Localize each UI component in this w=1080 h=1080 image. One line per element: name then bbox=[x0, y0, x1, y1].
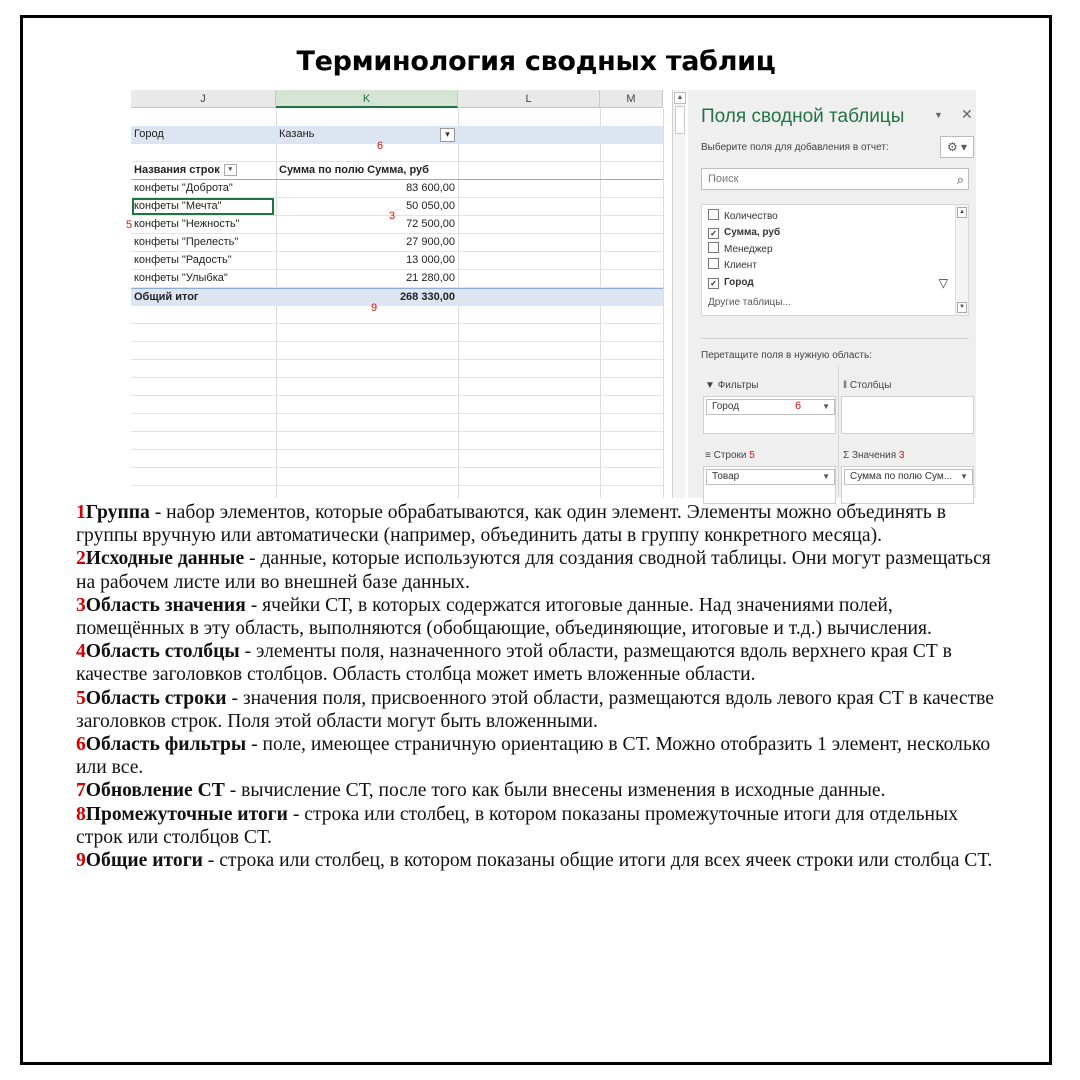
rows-field-pill[interactable] bbox=[706, 469, 835, 485]
filters-drop-box[interactable] bbox=[703, 396, 836, 434]
term-number: 3 bbox=[76, 594, 86, 616]
term-name: Область значения bbox=[85, 594, 246, 616]
values-area-label bbox=[843, 450, 905, 461]
marker-filters-area: 6 bbox=[795, 400, 802, 412]
filter-field-label: Город bbox=[134, 128, 164, 140]
table-row[interactable] bbox=[131, 198, 663, 216]
terms-list bbox=[76, 501, 1006, 872]
row-label: конфеты "Улыбка" bbox=[134, 272, 228, 284]
checkbox-icon[interactable] bbox=[708, 242, 719, 253]
marker-filter: 6 bbox=[377, 140, 384, 152]
table-row[interactable] bbox=[131, 180, 663, 198]
field-list-scrollbar[interactable] bbox=[955, 205, 968, 315]
row-labels-header-text: Названия строк bbox=[134, 164, 220, 176]
field-item-quantity[interactable] bbox=[708, 209, 778, 223]
empty-row bbox=[131, 144, 663, 162]
chevron-down-icon[interactable]: ▼ bbox=[822, 402, 830, 411]
grand-total-label: Общий итог bbox=[134, 291, 199, 303]
term-definition: - поле, имеющее страничную ориентацию в СТ. Можно отобразить 1 элемент, несколько или все. bbox=[76, 734, 991, 779]
pane-divider bbox=[701, 338, 969, 339]
filter-dropdown-button[interactable]: ▾ bbox=[440, 128, 455, 142]
pill-label: Товар bbox=[712, 471, 740, 482]
search-placeholder: Поиск bbox=[708, 173, 739, 185]
empty-row bbox=[131, 378, 663, 396]
term-number: 9 bbox=[76, 850, 86, 872]
term-name: Исходные данные bbox=[85, 548, 245, 570]
table-row[interactable] bbox=[131, 270, 663, 288]
pivot-fields-pane bbox=[688, 90, 976, 498]
marker-rows-area: 5 bbox=[749, 450, 755, 461]
drag-hint: Перетащите поля в нужную область: bbox=[701, 350, 872, 361]
scroll-thumb[interactable] bbox=[675, 106, 685, 134]
filters-area-label bbox=[705, 380, 758, 391]
field-label: Менеджер bbox=[724, 244, 773, 255]
row-label: конфеты "Радость" bbox=[134, 254, 232, 266]
term-item bbox=[76, 779, 1006, 802]
row-labels-dropdown-icon[interactable]: ▾ bbox=[224, 164, 237, 176]
columns-label-text: Столбцы bbox=[849, 380, 892, 391]
term-number: 4 bbox=[76, 641, 86, 663]
filters-field-pill[interactable] bbox=[706, 399, 835, 415]
row-value: 13 000,00 bbox=[406, 254, 455, 266]
filters-label-text: Фильтры bbox=[717, 380, 759, 391]
values-field-pill[interactable] bbox=[844, 469, 973, 485]
row-label: конфеты "Нежность" bbox=[134, 218, 240, 230]
term-definition: - данные, которые используются для создания сводной таблицы. Они могут размещаться на рабочем листе или во внешней базе данных. bbox=[76, 548, 991, 593]
chevron-down-icon[interactable]: ▼ bbox=[960, 472, 968, 481]
term-name: Общие итоги bbox=[85, 850, 203, 872]
field-item-sum[interactable] bbox=[708, 226, 780, 240]
table-row[interactable] bbox=[131, 216, 663, 234]
field-item-city[interactable] bbox=[708, 276, 754, 290]
term-name: Группа bbox=[85, 502, 150, 523]
values-header: Сумма по полю Сумма, руб bbox=[279, 164, 429, 176]
filter-value-cell[interactable] bbox=[276, 126, 458, 143]
scroll-up-icon[interactable]: ▲ bbox=[957, 207, 967, 218]
filter-icon: ▼ bbox=[705, 380, 715, 391]
term-item bbox=[76, 640, 1006, 686]
columns-area-label bbox=[843, 380, 891, 391]
row-labels-header[interactable] bbox=[131, 162, 276, 179]
columns-icon: ‖ bbox=[843, 380, 848, 391]
slide-frame bbox=[20, 15, 1052, 1065]
marker-total: 9 bbox=[371, 302, 378, 314]
filters-area[interactable] bbox=[701, 374, 836, 434]
grand-total-value: 268 330,00 bbox=[399, 291, 455, 303]
column-header-m[interactable]: M bbox=[600, 90, 663, 108]
field-label: Количество bbox=[724, 211, 778, 222]
scroll-down-icon[interactable]: ▼ bbox=[957, 302, 967, 313]
table-row[interactable] bbox=[131, 252, 663, 270]
empty-row bbox=[131, 306, 663, 324]
column-header-l[interactable]: L bbox=[458, 90, 600, 108]
row-label: конфеты "Доброта" bbox=[134, 182, 233, 194]
term-name: Обновление СТ bbox=[85, 780, 225, 802]
term-number: 6 bbox=[76, 734, 86, 756]
rows-area-label bbox=[705, 450, 755, 461]
term-number: 7 bbox=[76, 780, 86, 802]
column-header-j[interactable]: J bbox=[131, 90, 276, 108]
empty-row bbox=[131, 414, 663, 432]
pivot-screenshot bbox=[126, 90, 976, 498]
field-label: Сумма, руб bbox=[724, 227, 781, 238]
term-definition: - вычисление СТ, после того как были внесены изменения в исходные данные. bbox=[224, 780, 886, 802]
term-definition: - набор элементов, которые обрабатываются, как один элемент. Элементы можно объединять в группы вручную или автоматически (например, объединить даты в группу конкретного месяца). bbox=[76, 502, 946, 547]
columns-drop-box[interactable] bbox=[841, 396, 974, 434]
pill-label: Город bbox=[712, 401, 740, 412]
term-number: 5 bbox=[76, 687, 86, 709]
row-label: конфеты "Прелесть" bbox=[134, 236, 239, 248]
checkbox-icon[interactable] bbox=[708, 209, 719, 220]
checkbox-checked-icon[interactable]: ✓ bbox=[708, 228, 719, 239]
empty-row bbox=[131, 432, 663, 450]
term-name: Область строки bbox=[85, 687, 227, 709]
term-item bbox=[76, 594, 1006, 640]
values-drop-box[interactable] bbox=[841, 466, 974, 504]
term-name: Область столбцы bbox=[85, 641, 240, 663]
empty-row bbox=[131, 342, 663, 360]
row-value: 72 500,00 bbox=[406, 218, 455, 230]
marker-values: 3 bbox=[389, 210, 396, 222]
field-item-client[interactable] bbox=[708, 258, 757, 272]
values-label-text: Значения bbox=[851, 450, 897, 461]
term-definition: - элементы поля, назначенного этой области, размещаются вдоль верхнего края СТ в качестве заголовков столбцов. Область столбца может иметь вложенные области. bbox=[76, 641, 952, 686]
sigma-icon: Σ bbox=[843, 450, 850, 461]
filter-value: Казань bbox=[279, 128, 315, 140]
grand-total-row[interactable] bbox=[131, 288, 663, 306]
chevron-down-icon[interactable]: ▼ bbox=[822, 472, 830, 481]
term-definition: - строка или столбец, в котором показаны промежуточные итоги для отдельных строк или столбцов СТ. bbox=[76, 803, 959, 848]
columns-area[interactable] bbox=[839, 374, 974, 434]
field-list bbox=[701, 204, 969, 316]
rows-icon: ≡ bbox=[705, 450, 711, 461]
term-name: Промежуточные итоги bbox=[85, 803, 288, 825]
gear-icon[interactable]: ⚙ ▾ bbox=[940, 136, 974, 158]
term-item bbox=[76, 803, 1006, 849]
pill-label: Сумма по полю Сум... bbox=[850, 471, 953, 482]
term-definition: - значения поля, присвоенного этой области, размещаются вдоль левого края СТ в качестве заголовков строк. Поля этой области могут быть вложенными. bbox=[76, 687, 994, 732]
rows-label-text: Строки bbox=[713, 450, 747, 461]
rows-area[interactable] bbox=[701, 444, 836, 504]
scroll-up-icon[interactable]: ▲ bbox=[674, 92, 686, 104]
search-icon[interactable]: ⌕ bbox=[956, 172, 964, 187]
checkbox-checked-icon[interactable]: ✓ bbox=[708, 278, 719, 289]
values-area[interactable] bbox=[839, 444, 974, 504]
row-value: 83 600,00 bbox=[406, 182, 455, 194]
term-item bbox=[76, 733, 1006, 779]
empty-row bbox=[131, 468, 663, 486]
field-label: Клиент bbox=[724, 260, 757, 271]
sheet-scrollbar[interactable] bbox=[672, 90, 685, 498]
term-name: Область фильтры bbox=[85, 734, 247, 756]
other-tables-link[interactable]: Другие таблицы... bbox=[708, 297, 791, 308]
term-number: 8 bbox=[76, 803, 86, 825]
empty-row bbox=[131, 324, 663, 342]
pivot-header-row bbox=[131, 162, 663, 180]
table-row[interactable] bbox=[131, 234, 663, 252]
filter-row bbox=[131, 126, 663, 144]
term-definition: - ячейки СТ, в которых содержатся итоговые данные. Над значениями полей, помещённых в эту область, выполняются (обобщающие, объединяющие, итоговые и т.д.) вычисления. bbox=[76, 594, 932, 640]
page-title: Терминология сводных таблиц bbox=[296, 46, 776, 77]
term-item bbox=[76, 501, 1006, 547]
marker-rows: 5 bbox=[126, 219, 133, 231]
empty-row bbox=[131, 360, 663, 378]
checkbox-icon[interactable] bbox=[708, 258, 719, 269]
row-label: конфеты "Мечта" bbox=[134, 200, 222, 212]
pane-title: Поля сводной таблицы bbox=[701, 106, 905, 127]
field-item-manager[interactable] bbox=[708, 242, 773, 256]
row-value: 50 050,00 bbox=[406, 200, 455, 212]
pane-options-icon[interactable]: ▼ bbox=[934, 110, 943, 120]
term-definition: - строка или столбец, в котором показаны общие итоги для всех ячеек строки или столбца СТ. bbox=[202, 850, 993, 872]
field-label: Город bbox=[724, 277, 754, 288]
pane-subtitle: Выберите поля для добавления в отчет: bbox=[701, 142, 889, 153]
field-search-input[interactable] bbox=[701, 168, 969, 190]
empty-row bbox=[131, 450, 663, 468]
marker-values-area: 3 bbox=[898, 450, 905, 461]
rows-drop-box[interactable] bbox=[703, 466, 836, 504]
term-number: 1 bbox=[76, 502, 86, 523]
empty-row bbox=[131, 396, 663, 414]
term-item bbox=[76, 849, 1006, 872]
row-value: 27 900,00 bbox=[406, 236, 455, 248]
close-icon[interactable]: ✕ bbox=[961, 106, 973, 122]
term-item bbox=[76, 547, 1006, 593]
column-header-k[interactable]: K bbox=[276, 90, 458, 108]
funnel-icon: ▽ bbox=[938, 276, 948, 290]
term-item bbox=[76, 687, 1006, 733]
term-number: 2 bbox=[76, 548, 86, 570]
row-value: 21 280,00 bbox=[406, 272, 455, 284]
